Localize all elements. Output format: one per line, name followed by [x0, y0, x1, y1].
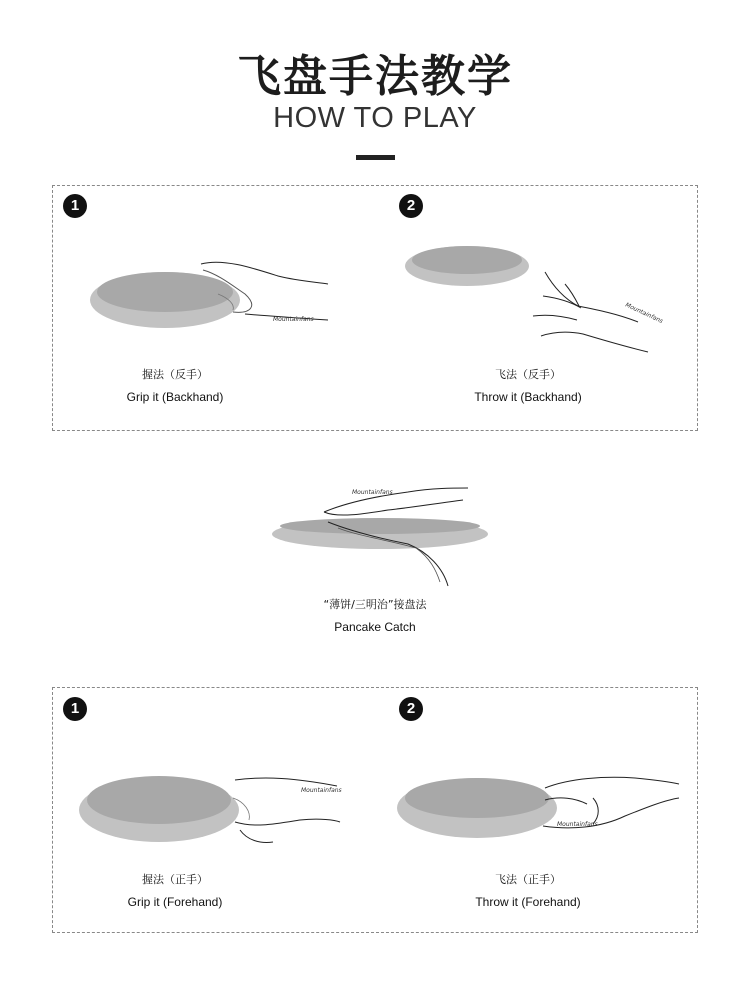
backhand-grip-illustration: [83, 254, 343, 339]
caption-en-grip-forehand: Grip it (Forehand): [127, 895, 223, 909]
title-divider: [356, 155, 395, 160]
caption-en-throw-forehand: Throw it (Forehand): [475, 895, 581, 909]
page-title: 飞盘手法教学: [237, 51, 513, 102]
caption-cn-grip-backhand: 握法（反手）: [142, 368, 208, 381]
signature-text: Mountainfans: [624, 301, 664, 326]
pancake-catch-illustration: [268, 478, 488, 588]
signature-text: Mountainfans: [273, 316, 314, 323]
signature-text: Mountainfans: [301, 787, 342, 794]
caption-cn-grip-forehand: 握法（正手）: [142, 873, 208, 886]
backhand-panel: [52, 185, 698, 431]
caption-en-grip-backhand: Grip it (Backhand): [126, 390, 224, 404]
caption-cn-throw-forehand: 飞法（正手）: [495, 873, 561, 886]
caption-cn-pancake-catch: “薄饼/三明治”接盘法: [323, 598, 427, 611]
page-subtitle: HOW TO PLAY: [273, 102, 477, 134]
caption-en-throw-backhand: Throw it (Backhand): [474, 390, 582, 404]
step-badge-2: 2: [399, 194, 423, 218]
signature-text: Mountainfans: [352, 489, 393, 496]
forehand-panel: [52, 687, 698, 933]
step-badge-2: 2: [399, 697, 423, 721]
signature-text: Mountainfans: [557, 821, 598, 828]
backhand-throw-illustration: [403, 236, 683, 361]
forehand-grip-illustration: [75, 762, 355, 852]
step-badge-1: 1: [63, 194, 87, 218]
forehand-throw-illustration: [395, 768, 685, 848]
caption-cn-throw-backhand: 飞法（反手）: [495, 368, 561, 381]
caption-en-pancake-catch: Pancake Catch: [334, 620, 416, 634]
step-badge-1: 1: [63, 697, 87, 721]
